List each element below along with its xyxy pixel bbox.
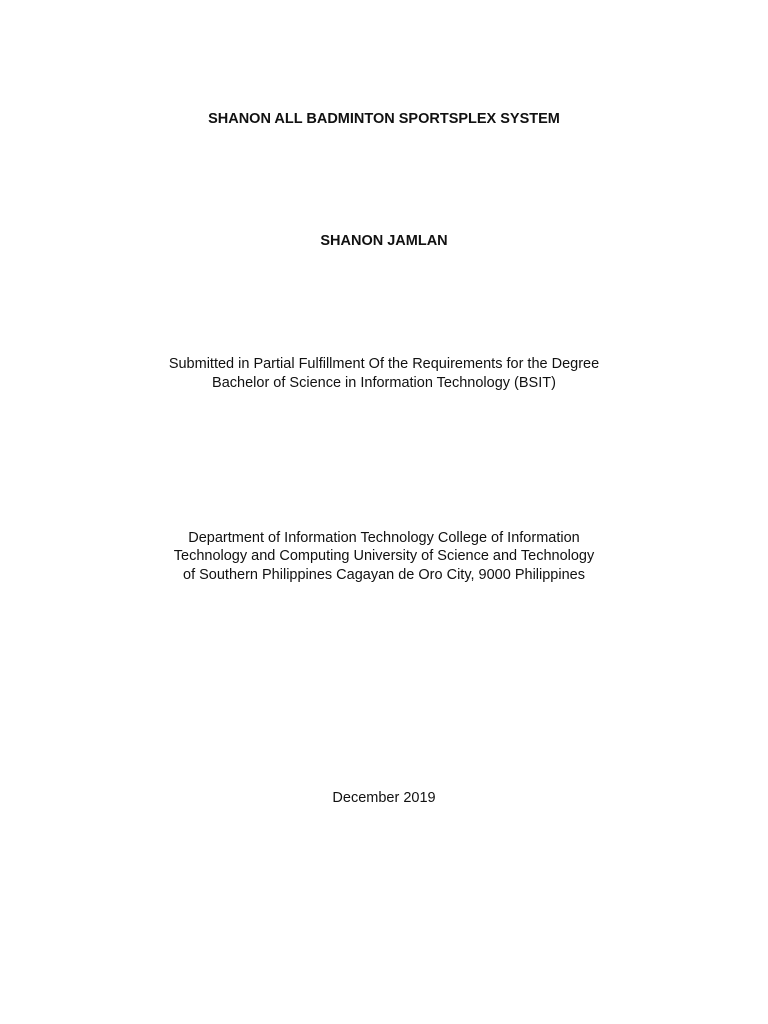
document-title: SHANON ALL BADMINTON SPORTSPLEX SYSTEM — [208, 111, 560, 127]
submission-statement-line-1: Submitted in Partial Fulfillment Of the Requirements for the Degree — [168, 356, 600, 372]
institution-line-2: Technology and Computing University of Science and Technology — [173, 548, 595, 564]
author-name: SHANON JAMLAN — [320, 233, 448, 249]
submission-date: December 2019 — [332, 790, 436, 806]
institution-line-3: of Southern Philippines Cagayan de Oro City, 9000 Philippines — [183, 567, 585, 583]
institution-line-1: Department of Information Technology College of Information — [188, 530, 580, 546]
submission-statement-line-2: Bachelor of Science in Information Technology (BSIT) — [212, 375, 556, 391]
